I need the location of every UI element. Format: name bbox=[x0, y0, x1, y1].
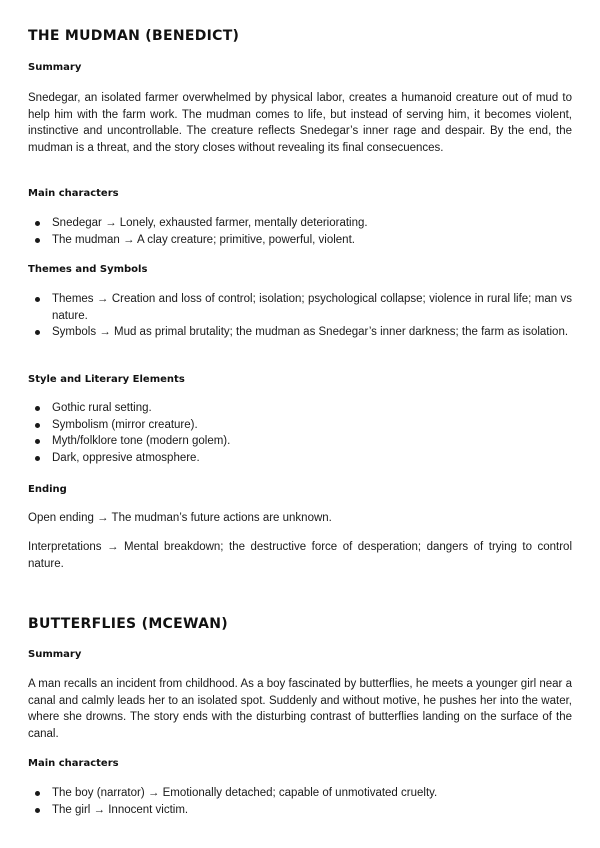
list-item: The mudman → A clay creature; primitive, powerful, violent. bbox=[28, 232, 572, 249]
heading-themes-symbols: Themes and Symbols bbox=[28, 264, 148, 275]
characters-list bbox=[28, 215, 572, 248]
heading-style-literary: Style and Literary Elements bbox=[28, 374, 185, 385]
characters-list bbox=[28, 785, 572, 818]
summary-paragraph: A man recalls an incident from childhood. As a boy fascinated by butterflies, he meets a younger girl near a canal and calmly leads her to an isolated spot. Suddenly and without motive, he pushes her into the water, where she drowns. The story ends with the disturbing contrast of butterflies landing on the surface of the canal. bbox=[28, 678, 572, 740]
list-item: Gothic rural setting. bbox=[28, 400, 572, 417]
list-item: The girl → Innocent victim. bbox=[28, 802, 572, 819]
interpretations-paragraph: Interpretations → Mental breakdown; the destructive force of desperation; dangers of trying to control nature. bbox=[28, 541, 572, 570]
themes-list bbox=[28, 291, 572, 341]
style-list bbox=[28, 400, 572, 466]
heading-main-characters: Main characters bbox=[28, 188, 119, 199]
list-item: Dark, oppresive atmosphere. bbox=[28, 450, 572, 467]
list-item: Snedegar → Lonely, exhausted farmer, mentally deteriorating. bbox=[28, 215, 572, 232]
heading-main-characters: Main characters bbox=[28, 758, 119, 769]
list-item: Themes → Creation and loss of control; isolation; psychological collapse; violence in rural life; man vs nature. bbox=[28, 291, 572, 324]
heading-summary: Summary bbox=[28, 62, 82, 73]
heading-ending: Ending bbox=[28, 484, 67, 495]
ending-paragraph: Open ending → The mudman’s future actions are unknown. bbox=[28, 512, 332, 524]
heading-summary: Summary bbox=[28, 649, 82, 660]
list-item: Myth/folklore tone (modern golem). bbox=[28, 433, 572, 450]
list-item: Symbols → Mud as primal brutality; the mudman as Snedegar’s inner darkness; the farm as isolation. bbox=[28, 324, 572, 341]
summary-paragraph: Snedegar, an isolated farmer overwhelmed by physical labor, creates a humanoid creature out of mud to help him with the farm work. The mudman comes to life, but instead of serving him, it becomes violent, instinctive and uncontrollable. The creature reflects Snedegar’s inner rage and despair. By the end, the mudman is a threat, and the story closes without revealing its final consecuences. bbox=[28, 92, 572, 154]
section-title-mudman: THE MUDMAN (BENEDICT) bbox=[28, 28, 240, 44]
list-item: The boy (narrator) → Emotionally detached; capable of unmotivated cruelty. bbox=[28, 785, 572, 802]
section-title-butterflies: BUTTERFLIES (MCEWAN) bbox=[28, 616, 228, 632]
list-item: Symbolism (mirror creature). bbox=[28, 417, 572, 434]
